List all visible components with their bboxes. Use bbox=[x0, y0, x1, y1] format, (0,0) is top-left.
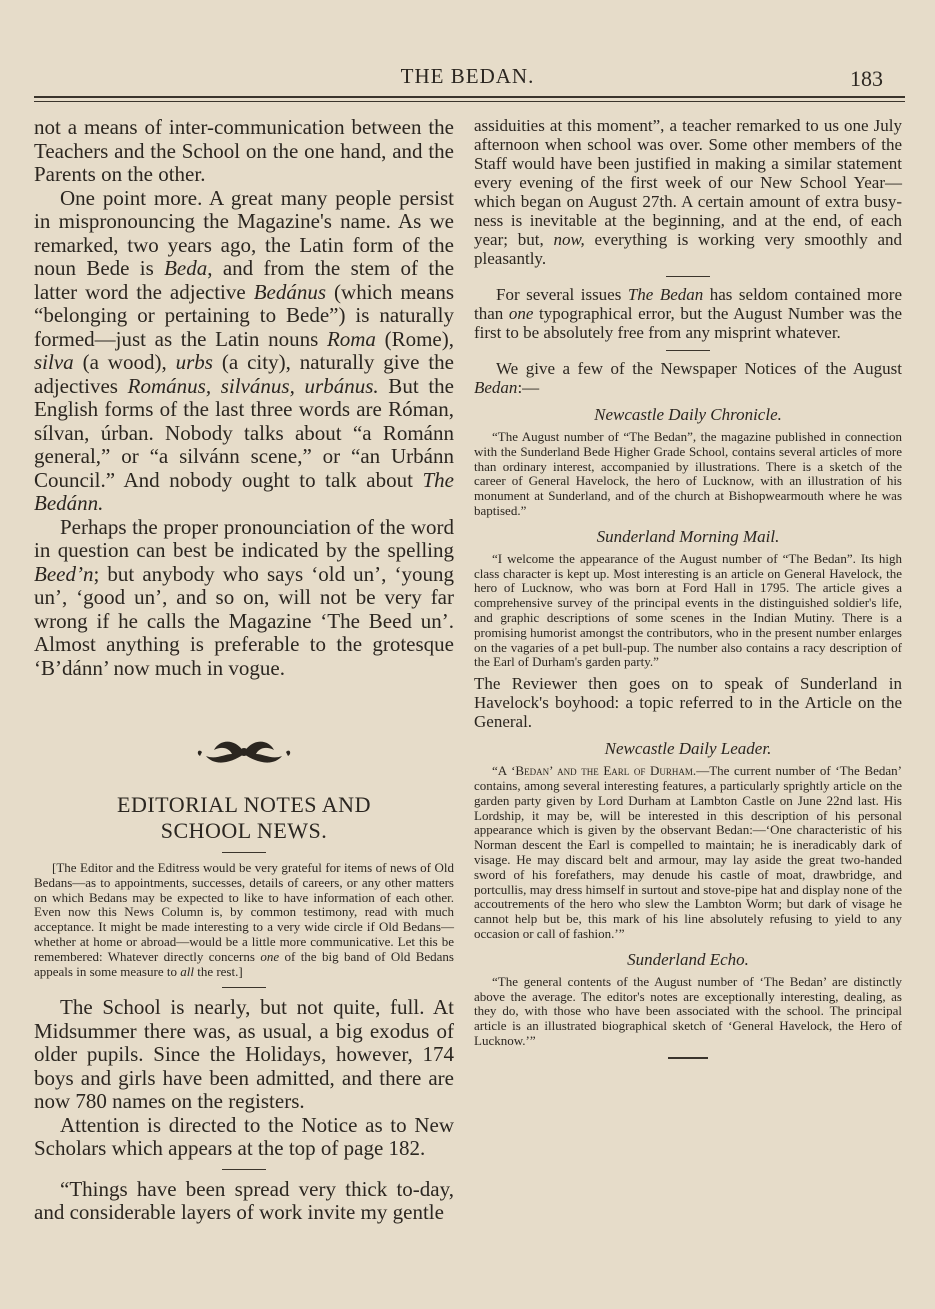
editorial-heading: EDITORIAL NOTES AND SCHOOL NEWS. bbox=[117, 792, 371, 843]
school-news-paragraph: The School is nearly, but not quite, full. At Midsummer there was, as usual, a big exodus of older pupils. Since the Holidays, however, 174 boys and girls have been admitted, and there are now 780 names on the registers. bbox=[34, 995, 454, 1114]
page-number: 183 bbox=[850, 66, 883, 91]
right-paragraph-3: We give a few of the Newspaper Notices of the August Bedan:— bbox=[474, 359, 902, 397]
divider bbox=[222, 852, 266, 853]
notice-title-chronicle: Newcastle Daily Chronicle. bbox=[594, 405, 782, 424]
divider bbox=[666, 350, 710, 351]
left-paragraph-3: Perhaps the proper pronounciation of the word in question can best be indicated by the spelling Beed’n; but anybody who says ‘old un’, ‘young un’, ‘good un’, and so on, will not be very far wrong if he calls the Magazine ‘The Beed un’. Almost anything is preferable to the grotesque ‘B’dánn’ now much in vogue. bbox=[34, 514, 454, 680]
right-paragraph-2: For several issues The Bedan has seldom contained more than one typographical error, but the August Number was the first to be absolutely free from any misprint whatever. bbox=[474, 285, 902, 342]
right-column bbox=[474, 116, 902, 1059]
header-rule bbox=[34, 96, 905, 102]
divider bbox=[222, 1169, 266, 1170]
notice-body-chronicle: “The August number of “The Bedan”, the magazine published in connection with the Sunderland Bede Higher Grade School, contains several articles of more than ordinary interest, accompanied by illustrations. There is a sketch of the career of General Havelock, the hero of Lucknow, with an illustration of his monument at Sunderland, and of the church at Bishopwearmouth where he was baptised.” bbox=[474, 429, 902, 518]
divider bbox=[222, 987, 266, 988]
divider bbox=[666, 276, 710, 277]
notice-paragraph: Attention is directed to the Notice as to New Scholars which appears at the top of page 182. bbox=[34, 1112, 454, 1161]
notice-title-morning-mail: Sunderland Morning Mail. bbox=[596, 526, 780, 546]
left-paragraph-2: One point more. A great many people persist in mispronouncing the Magazine's name. As we remarked, two years ago, the Latin form of the noun Bede is Beda, and from the stem of the latter word the adjective Bedánus (which means “belonging or pertaining to Bede”) is naturally formed—just as the Latin nouns Roma (Rome), silva (a wood), urbs (a city), naturally give the adjectives Románus, silvánus, urbánus. But the English forms of the last three words are Róman, sílvan, úrban. Nobody talks about “a Románn general,” or “a silvánn scene,” or “an Urbánn Council.” And nobody ought to talk about The Bedánn. bbox=[34, 185, 455, 515]
notice-body-echo: “The general contents of the August number of ‘The Bedan’ are distinctly above the average. The editor's notes are exceptionally interesting, dealing, as they do, with those who have been associated with the school. The principal article is an illustrated biographical sketch of ‘General Havelock, the Hero of Lucknow.’” bbox=[474, 973, 902, 1048]
editor-note: [The Editor and the Editress would be very grateful for items of news of Old Bedans—as to appointments, successes, details of careers, or any other matters on which Bedans may be expected to like to have information of each other. Even now this News Column is, by common testimony, read with much acceptance. It might be made interesting to a very wide circle if Old Bedans—whether at home or abroad—would be a little more communicative. Let this be remembered: Whatever directly concerns one of the big band of Old Bedans appeals in some measure to all the rest.] bbox=[34, 860, 454, 979]
right-paragraph-4: The Reviewer then goes on to speak of Sunderland in Havelock's boyhood: a topic referred to in the Article on the General. bbox=[474, 674, 902, 732]
notice-body-morning-mail: “I welcome the appearance of the August number of “The Bedan”. Its high class character is kept up. Most interesting is an article on General Havelock, the hero of Lucknow, who was born at Ford Hall in 1795. The article gives a comprehensive survey of the principal events in the distinguished soldier's life, and graphic descriptions of some scenes in the Indian Mutiny. There is a promising humorist amongst the contributors, who in the present number enlarges on the vagaries of a pet bull-pup. The number also contains a racy description of the Earl of Durham's garden party.” bbox=[474, 550, 902, 670]
right-paragraph-1: assiduities at this moment”, a teacher remarked to us one July afternoon when school was over. Some other members of the Staff would have been justified in making a similar statement every evening of the first week of our New School Year—which began on August 27th. A certain amount of extra busy-ness is inevitable at the beginning, and at the end, of each year; but, now, everything is working very smoothly and pleasantly. bbox=[474, 116, 902, 268]
page-header-title: THE BEDAN. bbox=[400, 64, 535, 88]
quote-paragraph-start: “Things have been spread very thick to-day, and considerable layers of work invite my gentle bbox=[34, 1176, 454, 1225]
left-paragraph-1: not a means of inter-communication between the Teachers and the School on the one hand, and the Parents on the other. bbox=[34, 115, 454, 186]
notice-title-daily-leader: Newcastle Daily Leader. bbox=[604, 739, 772, 759]
notice-body-daily-leader: “A ‘Bedan’ and the Earl of Durham.—The current number of ‘The Bedan’ contains, among several interesting features, a particularly sprightly article on the garden party given by Lord Durham at Lambton Castle on June 22nd last. His Lordship, it may be, will be interested in this description of his personal appearance which is given by the observant Bedan:—‘One characteristic of his Norman descent the Earl is compelled to maintain; he is ineradicably dark of visage. He may discard belt and armour, may lay aside the great two-handed sword of his forefathers, may denude his castle of moat, drawbridge, and portcullis, may dress himself in surtout and stove-pipe hat and display none of the accoutrements of the hero who slew the Lambton Worm; but dark of visage he cannot help but be, this mark of his line absolutely refusing to yield to any occasion or call of fashion.’” bbox=[474, 763, 902, 941]
end-rule bbox=[668, 1057, 708, 1059]
notice-title-echo: Sunderland Echo. bbox=[627, 949, 749, 969]
left-column bbox=[34, 116, 454, 1225]
floral-ornament-icon bbox=[194, 732, 294, 772]
